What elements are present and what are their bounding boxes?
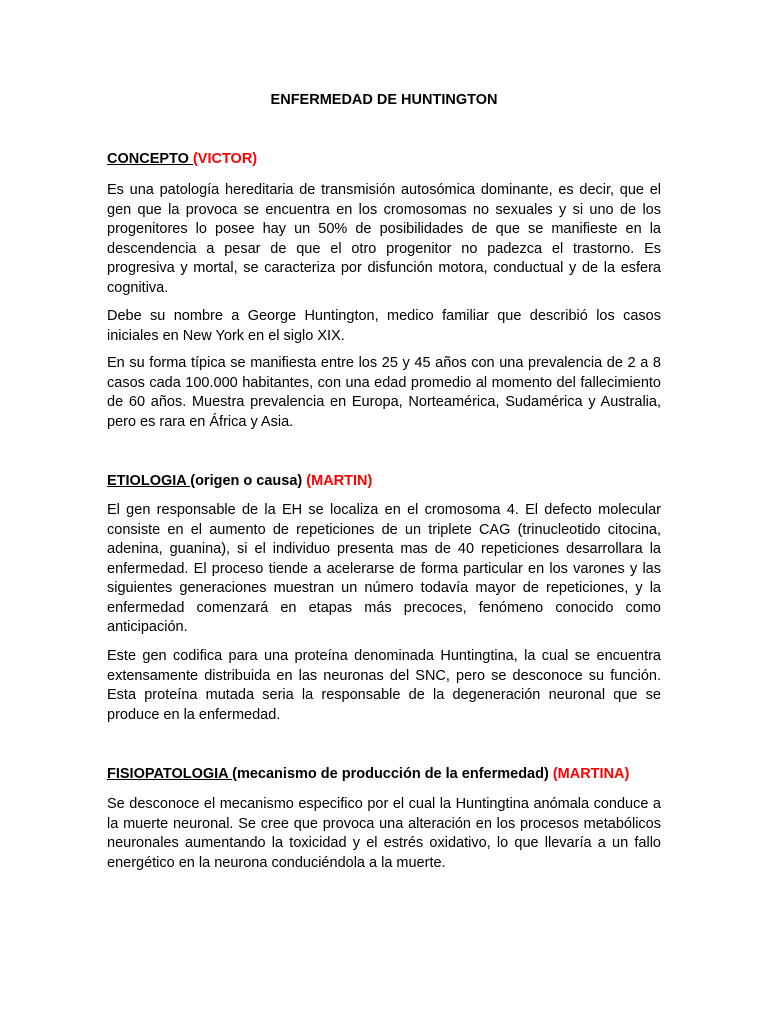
- heading-label: ETIOLOGIA: [107, 473, 191, 489]
- paragraph: Se desconoce el mecanismo especifico por el cual la Huntingtina anómala conduce a la muerte neuronal. Se cree que provoca una alteración en los procesos metabólicos neuronales aumentando la toxicidad y el estrés oxidativo, lo que llevaría a un fallo energético en la neurona conduciéndola a la muerte.: [107, 796, 661, 871]
- heading-subtitle: (origen o causa): [190, 473, 307, 489]
- paragraph: Debe su nombre a George Huntington, medico familiar que describió los casos iniciales en New York en el siglo XIX.: [107, 308, 661, 344]
- paragraph: Es una patología hereditaria de transmisión autosómica dominante, es decir, que el gen que la provoca se encuentra en los cromosomas no sexuales y si uno de los progenitores lo posee hay un 50% de posibilidades de que se manifieste en la descendencia a pesar de que el otro progenitor no padezca el trastorno. Es progresiva y mortal, se caracteriza por disfunción motora, conductual y de la esfera cognitiva.: [107, 182, 661, 296]
- heading-label: FISIOPATOLOGIA: [107, 766, 233, 782]
- heading-subtitle: (mecanismo de producción de la enfermedad): [232, 766, 553, 782]
- heading-label: CONCEPTO: [107, 151, 193, 167]
- document-title: ENFERMEDAD DE HUNTINGTON: [270, 92, 498, 108]
- section-heading-etiologia: [107, 472, 372, 492]
- section-heading-concepto: [107, 150, 257, 170]
- heading-author: (MARTINA): [552, 766, 630, 782]
- heading-author: (VICTOR): [192, 151, 258, 167]
- paragraph: Este gen codifica para una proteína denominada Huntingtina, la cual se encuentra extensamente distribuida en las neuronas del SNC, pero se desconoce su función. Esta proteína mutada seria la responsable de la degeneración neuronal que se produce en la enfermedad.: [107, 648, 661, 723]
- paragraph: El gen responsable de la EH se localiza en el cromosoma 4. El defecto molecular consiste en el aumento de repeticiones de un triplete CAG (trinucleotido citocina, adenina, guanina), si el individuo presenta mas de 40 repeticiones desarrollara la enfermedad. El proceso tiende a acelerarse de forma particular en los varones y las siguientes generaciones muestran un número todavía mayor de repeticiones, y la enfermedad comenzará en etapas más precoces, fenómeno conocido como anticipación.: [107, 502, 661, 635]
- section-heading-fisiopatologia: [107, 765, 629, 785]
- paragraph: En su forma típica se manifiesta entre los 25 y 45 años con una prevalencia de 2 a 8 casos cada 100.000 habitantes, con una edad promedio al momento del fallecimiento de 60 años. Muestra prevalencia en Europa, Norteamérica, Sudamérica y Australia, pero es rara en África y Asia.: [107, 355, 661, 430]
- heading-author: (MARTIN): [306, 473, 373, 489]
